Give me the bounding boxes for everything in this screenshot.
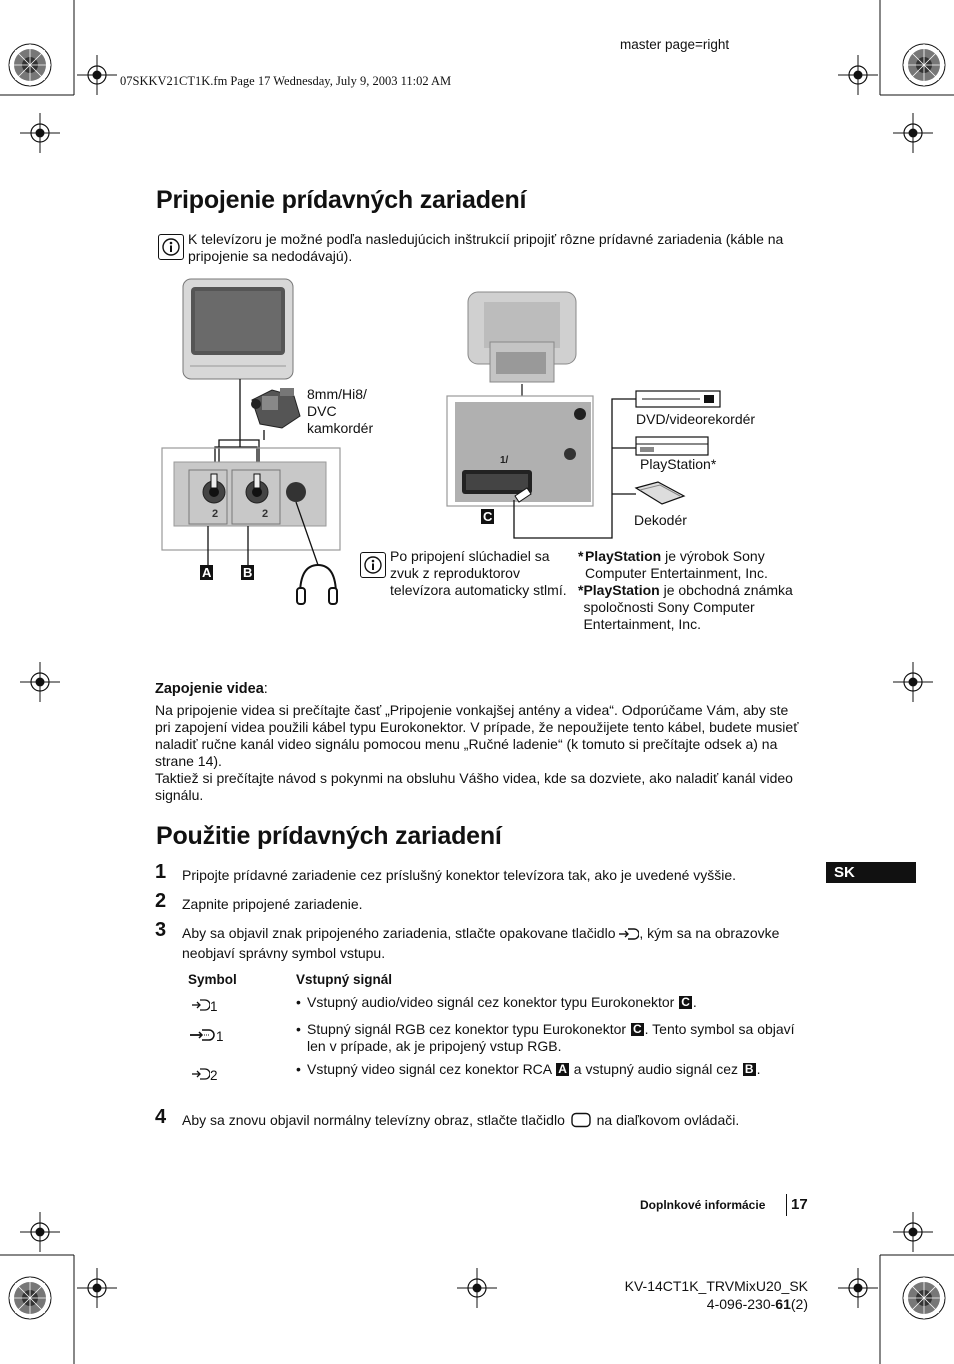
table-row-2-signal: • Stupný signál RGB cez konektor typu Eurokonektor C . Tento symbol sa objaví len v prípade, ak je pripojený vstup RGB. [296, 1021, 795, 1054]
input-select-icon [619, 927, 639, 945]
tv-button-icon [569, 1112, 593, 1132]
connector-c-label: C [483, 509, 493, 524]
input-symbol-icon [192, 1067, 210, 1084]
step-3-number: 3 [155, 919, 167, 941]
footnote-1: * PlayStation je výrobok Sony Computer Entertainment, Inc. [578, 548, 768, 581]
dvd-recorder-illustration [636, 391, 720, 407]
step-4-text: Aby sa znovu objavil normálny televízny obraz, stlačte tlačidlo na diaľkovom ovládači. [182, 1112, 812, 1132]
video-heading: Zapojenie videa: [155, 681, 268, 697]
file-info-line: 07SKKV21CT1K.fm Page 17 Wednesday, July 9, 2003 11:02 AM [120, 74, 452, 88]
master-page-note: master page=right [620, 37, 730, 52]
connector-b-label: B [243, 565, 253, 580]
footer-divider [786, 1194, 787, 1216]
jack-label-video: 2 [212, 508, 219, 520]
table-row-3-signal: • Vstupný video signál cez konektor RCA A a vstupný audio signál cez B . [296, 1061, 761, 1077]
step-4-number: 4 [155, 1106, 167, 1128]
info-icon-headphones [360, 552, 386, 578]
table-row-2-symbol: 1 [190, 1028, 224, 1045]
section-title-connecting: Pripojenie prídavných zariadení [156, 186, 527, 214]
decoder-illustration [636, 482, 684, 504]
playstation-illustration [636, 437, 708, 455]
video-text: Na pripojenie videa si prečítajte časť „Pripojenie vonkajšej antény a videa“. Odporúčame Vám, aby ste pri zapojení videa použili kábel typu Eurokonektor. V prípade, že nepoužijete tento kábel, budete musieť naladiť ručne kanál video signálu pomocou menu „Ručné ladenie“ (k tomuto si prečítajte odsek a) na strane 14). Taktiež si prečítajte návod s pokynmi na obsluhu Vášho videa, kde sa dozviete, ako naladiť kanál video signálu. [155, 702, 799, 803]
table-row-1-symbol: 1 [192, 998, 218, 1015]
step-2-number: 2 [155, 890, 167, 912]
jack-label-audio: 2 [262, 508, 269, 520]
table-row-1-signal: • Vstupný audio/video signál cez konektor typu Eurokonektor C . [296, 994, 697, 1010]
tv-back-illustration [468, 292, 576, 382]
scart-label: 1/ [500, 455, 509, 466]
camcorder-illustration [251, 388, 300, 428]
input-symbol-icon [192, 998, 210, 1015]
rgb-input-symbol-icon [190, 1028, 216, 1045]
footnote-2: * PlayStation je obchodná známka spoločnosti Sony Computer Entertainment, Inc. [578, 582, 793, 632]
table-row-3-symbol: 2 [192, 1067, 218, 1084]
table-header-signal: Vstupný signál [296, 972, 393, 987]
section-title-using: Použitie prídavných zariadení [156, 822, 502, 850]
intro-text: K televízoru je možné podľa nasledujúcich inštrukcií pripojiť rôzne prídavné zariadenia (káble na pripojenie sa nedodávajú). [188, 231, 784, 264]
decoder-label: Dekodér [634, 512, 687, 528]
step-1-number: 1 [155, 861, 167, 883]
camcorder-label: 8mm/Hi8/ DVC kamkordér [307, 386, 374, 436]
connector-a-label: A [202, 565, 212, 580]
step-2-text: Zapnite pripojené zariadenie. [182, 896, 363, 912]
language-tab: SK [826, 862, 916, 883]
headphones-illustration [297, 565, 337, 604]
model-code: KV-14CT1K_TRVMixU20_SK [624, 1278, 808, 1294]
dvd-label: DVD/videorekordér [636, 411, 756, 427]
front-jack-panel [162, 448, 340, 550]
tv-front-illustration [183, 279, 293, 379]
page-number: 17 [791, 1196, 808, 1213]
footnotes [578, 548, 798, 633]
table-header-symbol: Symbol [188, 972, 237, 987]
rear-connector-panel [447, 396, 593, 506]
step-3-text: Aby sa objavil znak pripojeného zariadenia, stlačte opakovane tlačidlo , kým sa na obrazovke neobjaví správny symbol vstupu. [182, 925, 780, 961]
playstation-label: PlayStation* [640, 456, 717, 472]
footer-section-name: Doplnkové informácie [640, 1198, 766, 1212]
headphone-note: Po pripojení slúchadiel sa zvuk z reproduktorov televízora automaticky stlmí. [390, 548, 567, 598]
step-1-text: Pripojte prídavné zariadenie cez príslušný konektor televízora tak, ako je uvedené vyššie. [182, 867, 737, 883]
document-code: 4-096-230-61(2) [706, 1296, 808, 1312]
